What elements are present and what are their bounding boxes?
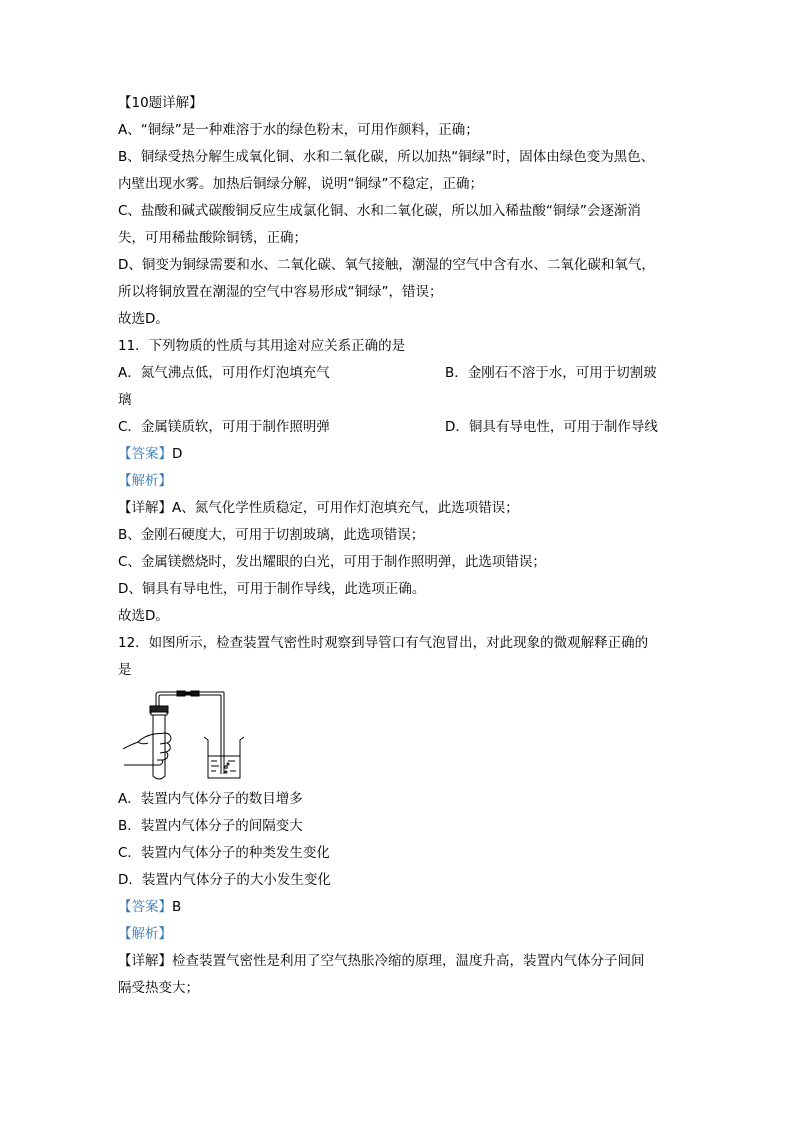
q11-detail-c: C、金属镁燃烧时，发出耀眼的白光，可用于制作照明弹，此选项错误； — [118, 554, 546, 570]
answer-value: D — [172, 446, 183, 462]
detail-text: 检查装置气密性是利用了空气热胀冷缩的原理，温度升高，装置内气体分子间间 — [172, 953, 645, 969]
q12-analysis-label: 【解析】 — [118, 926, 172, 942]
answer-value: B — [172, 899, 182, 915]
detail-label: 【详解】 — [118, 953, 172, 969]
q12-stem-line-1: 12．如图所示，检查装置气密性时观察到导管口有气泡冒出，对此现象的微观解释正确的 — [118, 635, 649, 651]
q10-explain-line-c-cont: 失，可用稀盐酸除铜锈，正确； — [118, 230, 307, 246]
airtightness-apparatus-figure — [118, 686, 683, 786]
q11-analysis-label: 【解析】 — [118, 473, 172, 489]
q10-conclusion: 故选D。 — [118, 311, 169, 327]
answer-label: 【答案】 — [118, 899, 172, 915]
document-page — [118, 90, 683, 1002]
q10-explain-header: 【10题详解】 — [118, 95, 203, 111]
q12-detail-line-1 — [118, 948, 683, 975]
q11-options-row-1 — [118, 360, 683, 387]
q11-conclusion: 故选D。 — [118, 608, 169, 624]
q12-option-a: A．装置内气体分子的数目增多 — [118, 791, 303, 807]
q11-option-d: D．铜具有导电性，可用于制作导线 — [445, 419, 658, 435]
answer-label: 【答案】 — [118, 446, 172, 462]
q12-stem-line-2: 是 — [118, 662, 132, 678]
q10-explain-line-d-cont: 所以将铜放置在潮湿的空气中容易形成“铜绿”，错误； — [118, 284, 443, 300]
q11-answer — [118, 441, 683, 468]
q11-options-row-2 — [118, 414, 683, 441]
q12-option-d: D．装置内气体分子的大小发生变化 — [118, 872, 331, 888]
q10-explain-line-b: B、铜绿受热分解生成氧化铜、水和二氧化碳，所以加热“铜绿”时，固体由绿色变为黑色、 — [118, 149, 655, 165]
q12-option-b: B．装置内气体分子的间隔变大 — [118, 818, 303, 834]
detail-text: A、氮气化学性质稳定，可用作灯泡填充气，此选项错误； — [172, 500, 519, 516]
q12-detail-line-2: 隔受热变大； — [118, 980, 199, 996]
q12-answer — [118, 894, 683, 921]
q11-detail-d: D、铜具有导电性，可用于制作导线，此选项正确。 — [118, 581, 426, 597]
q12-option-c: C．装置内气体分子的种类发生变化 — [118, 845, 330, 861]
q10-explain-line-a: A、“铜绿”是一种难溶于水的绿色粉末，可用作颜料，正确； — [118, 122, 479, 138]
q11-detail-b: B、金刚石硬度大，可用于切割玻璃，此选项错误； — [118, 527, 425, 543]
detail-label: 【详解】 — [118, 500, 172, 516]
q10-explain-line-d: D、铜变为铜绿需要和水、二氧化碳、氧气接触，潮湿的空气中含有水、二氧化碳和氧气， — [118, 257, 655, 273]
q11-option-c: C．金属镁质软，可用于制作照明弹 — [118, 419, 330, 435]
q10-explain-line-c: C、盐酸和碱式碳酸铜反应生成氯化铜、水和二氧化碳，所以加入稀盐酸“铜绿”会逐渐消 — [118, 203, 641, 219]
q11-option-b-cont: 璃 — [118, 392, 132, 408]
q11-option-a: A．氮气沸点低，可用作灯泡填充气 — [118, 365, 330, 381]
q11-option-b: B．金刚石不溶于水，可用于切割玻 — [445, 365, 657, 381]
apparatus-illustration-icon — [120, 690, 252, 784]
q10-explain-line-b-cont: 内壁出现水雾。加热后铜绿分解，说明“铜绿”不稳定，正确； — [118, 176, 483, 192]
q11-stem: 11．下列物质的性质与其用途对应关系正确的是 — [118, 338, 406, 354]
q11-detail-a — [118, 495, 683, 522]
